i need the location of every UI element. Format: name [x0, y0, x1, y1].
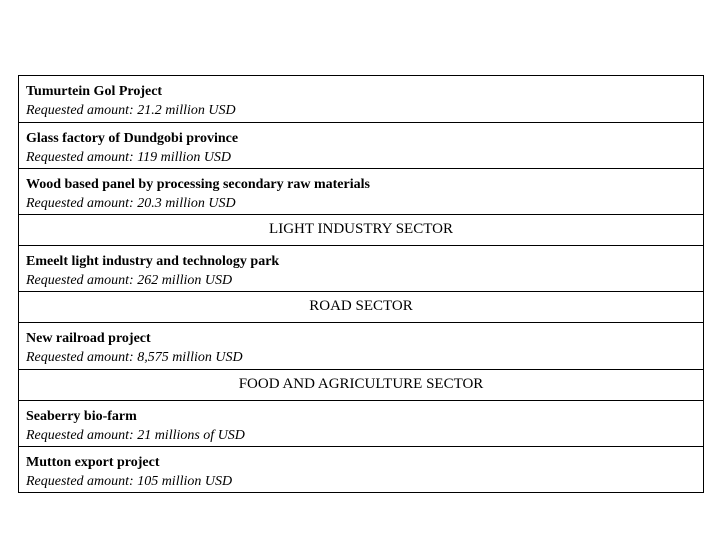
project-row-wood-panel [19, 168, 703, 214]
project-row-mutton-export [19, 446, 703, 492]
projects-table [18, 75, 704, 493]
project-row-seaberry-farm [19, 400, 703, 446]
requested-amount: Requested amount: 20.3 million USD [26, 196, 236, 211]
project-row-glass-factory [19, 122, 703, 168]
project-name: Seaberry bio-farm [26, 409, 137, 424]
requested-amount: Requested amount: 21 millions of USD [26, 428, 245, 443]
project-name: Emeelt light industry and technology park [26, 254, 280, 269]
project-name: Tumurtein Gol Project [26, 84, 163, 99]
requested-amount: Requested amount: 8,575 million USD [26, 350, 243, 365]
project-name: Wood based panel by processing secondary raw materials [26, 177, 370, 192]
project-row-emeelt-park [19, 245, 703, 291]
sector-header-light-industry: LIGHT INDUSTRY SECTOR [19, 214, 703, 245]
project-row-new-railroad [19, 322, 703, 369]
sector-header-road: ROAD SECTOR [19, 291, 703, 322]
project-name: Glass factory of Dundgobi province [26, 131, 239, 146]
project-row-tumurtein-gol [19, 76, 703, 122]
requested-amount: Requested amount: 105 million USD [26, 474, 233, 489]
requested-amount: Requested amount: 262 million USD [26, 273, 233, 288]
requested-amount: Requested amount: 21.2 million USD [26, 103, 236, 118]
project-name: New railroad project [26, 331, 151, 346]
requested-amount: Requested amount: 119 million USD [26, 150, 232, 165]
sector-header-food-agriculture: FOOD AND AGRICULTURE SECTOR [19, 369, 703, 400]
project-name: Mutton export project [26, 455, 160, 470]
